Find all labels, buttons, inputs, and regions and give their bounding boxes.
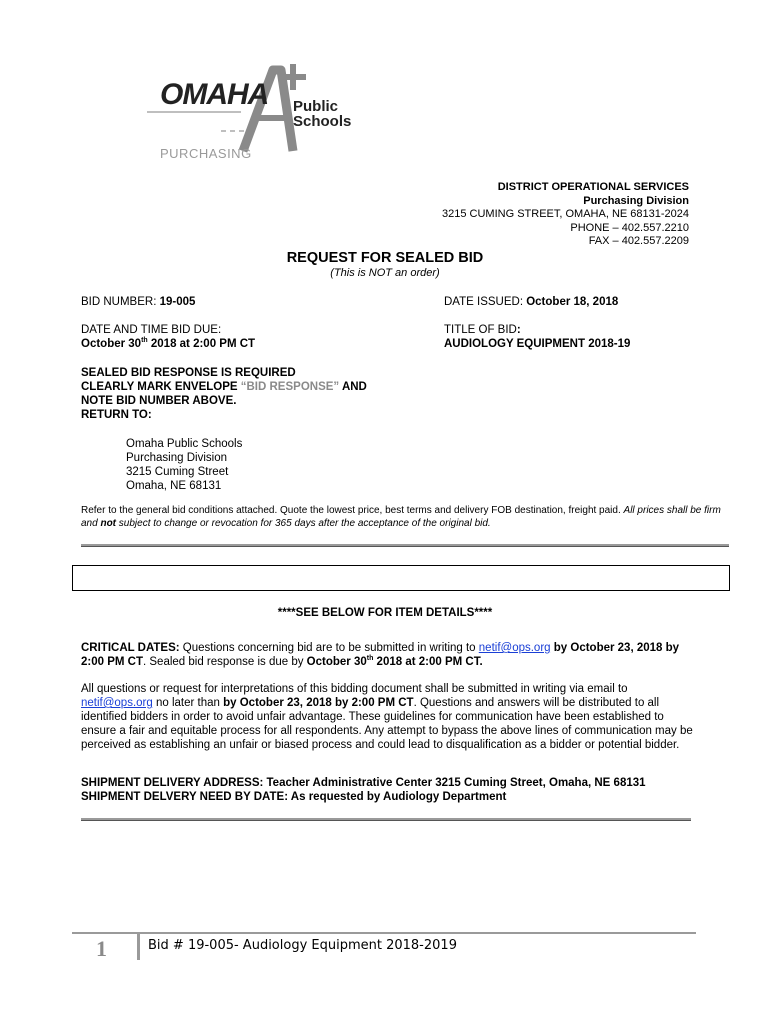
questions-text-1: All questions or request for interpretations of this bidding document shall be submitted in writing via email to <box>81 683 628 695</box>
header-address: 3215 CUMING STREET, OMAHA, NE 68131-2024 <box>442 208 689 220</box>
district-header <box>442 181 689 249</box>
see-below-heading: ****SEE BELOW FOR ITEM DETAILS**** <box>277 607 493 619</box>
bid-title-colon: : <box>516 324 521 336</box>
logo-brand-text: OMAHA <box>160 78 269 111</box>
bid-number <box>81 295 195 309</box>
logo-public-schools-text <box>293 99 351 129</box>
critical-due-sup: th <box>366 655 374 663</box>
header-phone: PHONE – 402.557.2210 <box>570 221 689 234</box>
bid-number-value: 19-005 <box>159 296 196 308</box>
empty-box <box>72 565 730 591</box>
critical-text-1: Questions concerning bid are to be submitted in writing to <box>179 642 479 654</box>
refer-italic-2: subject to change or revocation for 365 days after the acceptance of the original bid. <box>116 518 491 529</box>
questions-text-2: no later than <box>152 697 224 709</box>
critical-text-2: . Sealed bid response is due by <box>143 656 307 668</box>
questions-text-3: . Questions and answers will be distributed to all identified bidders in order to avoid unfair advantage. These guidelines for communication have been established to ensure a fair and equitable process for all respondents. Any attempt to bypass the above lines of communication may be perceived as establishing an unfair or biased process and could lead to disqualification as a bidder or potential bidder. <box>81 697 693 751</box>
date-due-label: DATE AND TIME BID DUE: <box>81 324 222 336</box>
questions-deadline: by October 23, 2018 by 2:00 PM CT <box>223 697 414 709</box>
return-address-line-1: Omaha Public Schools <box>126 438 243 450</box>
footer-title: Bid # 19-005- Audiology Equipment 2018-2019 <box>148 938 457 953</box>
header-fax: FAX – 402.557.2209 <box>588 235 689 247</box>
critical-deadline: by October 23, 2018 by 2:00 PM CT <box>81 642 680 668</box>
date-due <box>81 323 255 351</box>
bid-title-label <box>444 323 630 337</box>
bid-conditions-note <box>81 504 721 530</box>
questions-email-link[interactable]: netif@ops.org <box>81 697 153 709</box>
return-address-line-4: Omaha, NE 68131 <box>126 480 222 492</box>
logo-public-text: Public <box>293 98 339 115</box>
critical-due-rest: 2018 at 2:00 PM CT. <box>373 656 483 668</box>
return-address-line-2: Purchasing Division <box>126 452 227 464</box>
sealed-line-3: NOTE BID NUMBER ABOVE. <box>81 395 237 407</box>
document-subtitle: (This is NOT an order) <box>330 267 440 279</box>
header-division: Purchasing Division <box>583 194 689 207</box>
critical-email-link[interactable]: netif@ops.org <box>478 642 551 654</box>
date-due-value-sup: th <box>141 337 148 345</box>
sealed-line-1: SEALED BID RESPONSE IS REQUIRED <box>81 367 296 379</box>
section-divider <box>81 544 729 547</box>
date-due-value-rest: 2018 at 2:00 PM CT <box>147 338 256 350</box>
bid-title-value: AUDIOLOGY EQUIPMENT 2018-19 <box>444 338 631 350</box>
bid-response-highlight: “BID RESPONSE” <box>240 381 340 393</box>
shipment-info <box>81 776 721 804</box>
questions-paragraph <box>81 682 701 752</box>
document-title: REQUEST FOR SEALED BID <box>286 250 484 266</box>
bid-title <box>444 323 630 351</box>
date-issued <box>444 295 618 309</box>
sealed-line-2 <box>81 380 367 394</box>
date-due-value-day: October 30 <box>81 338 142 350</box>
footer-rule <box>72 932 696 934</box>
sealed-line-2-pre: CLEARLY MARK ENVELOPE <box>81 381 241 393</box>
logo-schools-text: Schools <box>293 113 352 130</box>
shipment-need-by: SHIPMENT DELVERY NEED BY DATE: As requested by Audiology Department <box>81 791 507 803</box>
logo-purchasing-text: PURCHASING <box>160 146 252 161</box>
sealed-line-4: RETURN TO: <box>81 409 152 421</box>
critical-due-day: October 30 <box>306 656 367 668</box>
return-address <box>126 437 242 493</box>
critical-dates-paragraph <box>81 641 701 669</box>
header-department: DISTRICT OPERATIONAL SERVICES <box>497 181 689 193</box>
sealed-bid-instructions <box>81 366 367 422</box>
critical-dates-label: CRITICAL DATES: <box>81 642 180 654</box>
footer-separator <box>137 934 140 960</box>
page-number: 1 <box>96 936 107 961</box>
sealed-line-2-post: AND <box>339 381 367 393</box>
bottom-divider <box>81 818 691 821</box>
shipment-address: SHIPMENT DELIVERY ADDRESS: Teacher Administrative Center 3215 Cuming Street, Omaha, NE 68131 <box>81 777 646 789</box>
refer-not: not <box>100 518 117 529</box>
refer-italic-1: All prices shall be firm and <box>81 505 721 529</box>
date-issued-label: DATE ISSUED: <box>444 296 527 308</box>
return-address-line-3: 3215 Cuming Street <box>126 466 229 478</box>
date-issued-value: October 18, 2018 <box>526 296 619 308</box>
refer-text: Refer to the general bid conditions attached. Quote the lowest price, best terms and delivery FOB destination, freight paid. <box>81 505 624 516</box>
bid-number-label: BID NUMBER: <box>81 296 160 308</box>
bid-title-label-text: TITLE OF BID <box>444 324 517 336</box>
date-due-value <box>81 337 255 351</box>
